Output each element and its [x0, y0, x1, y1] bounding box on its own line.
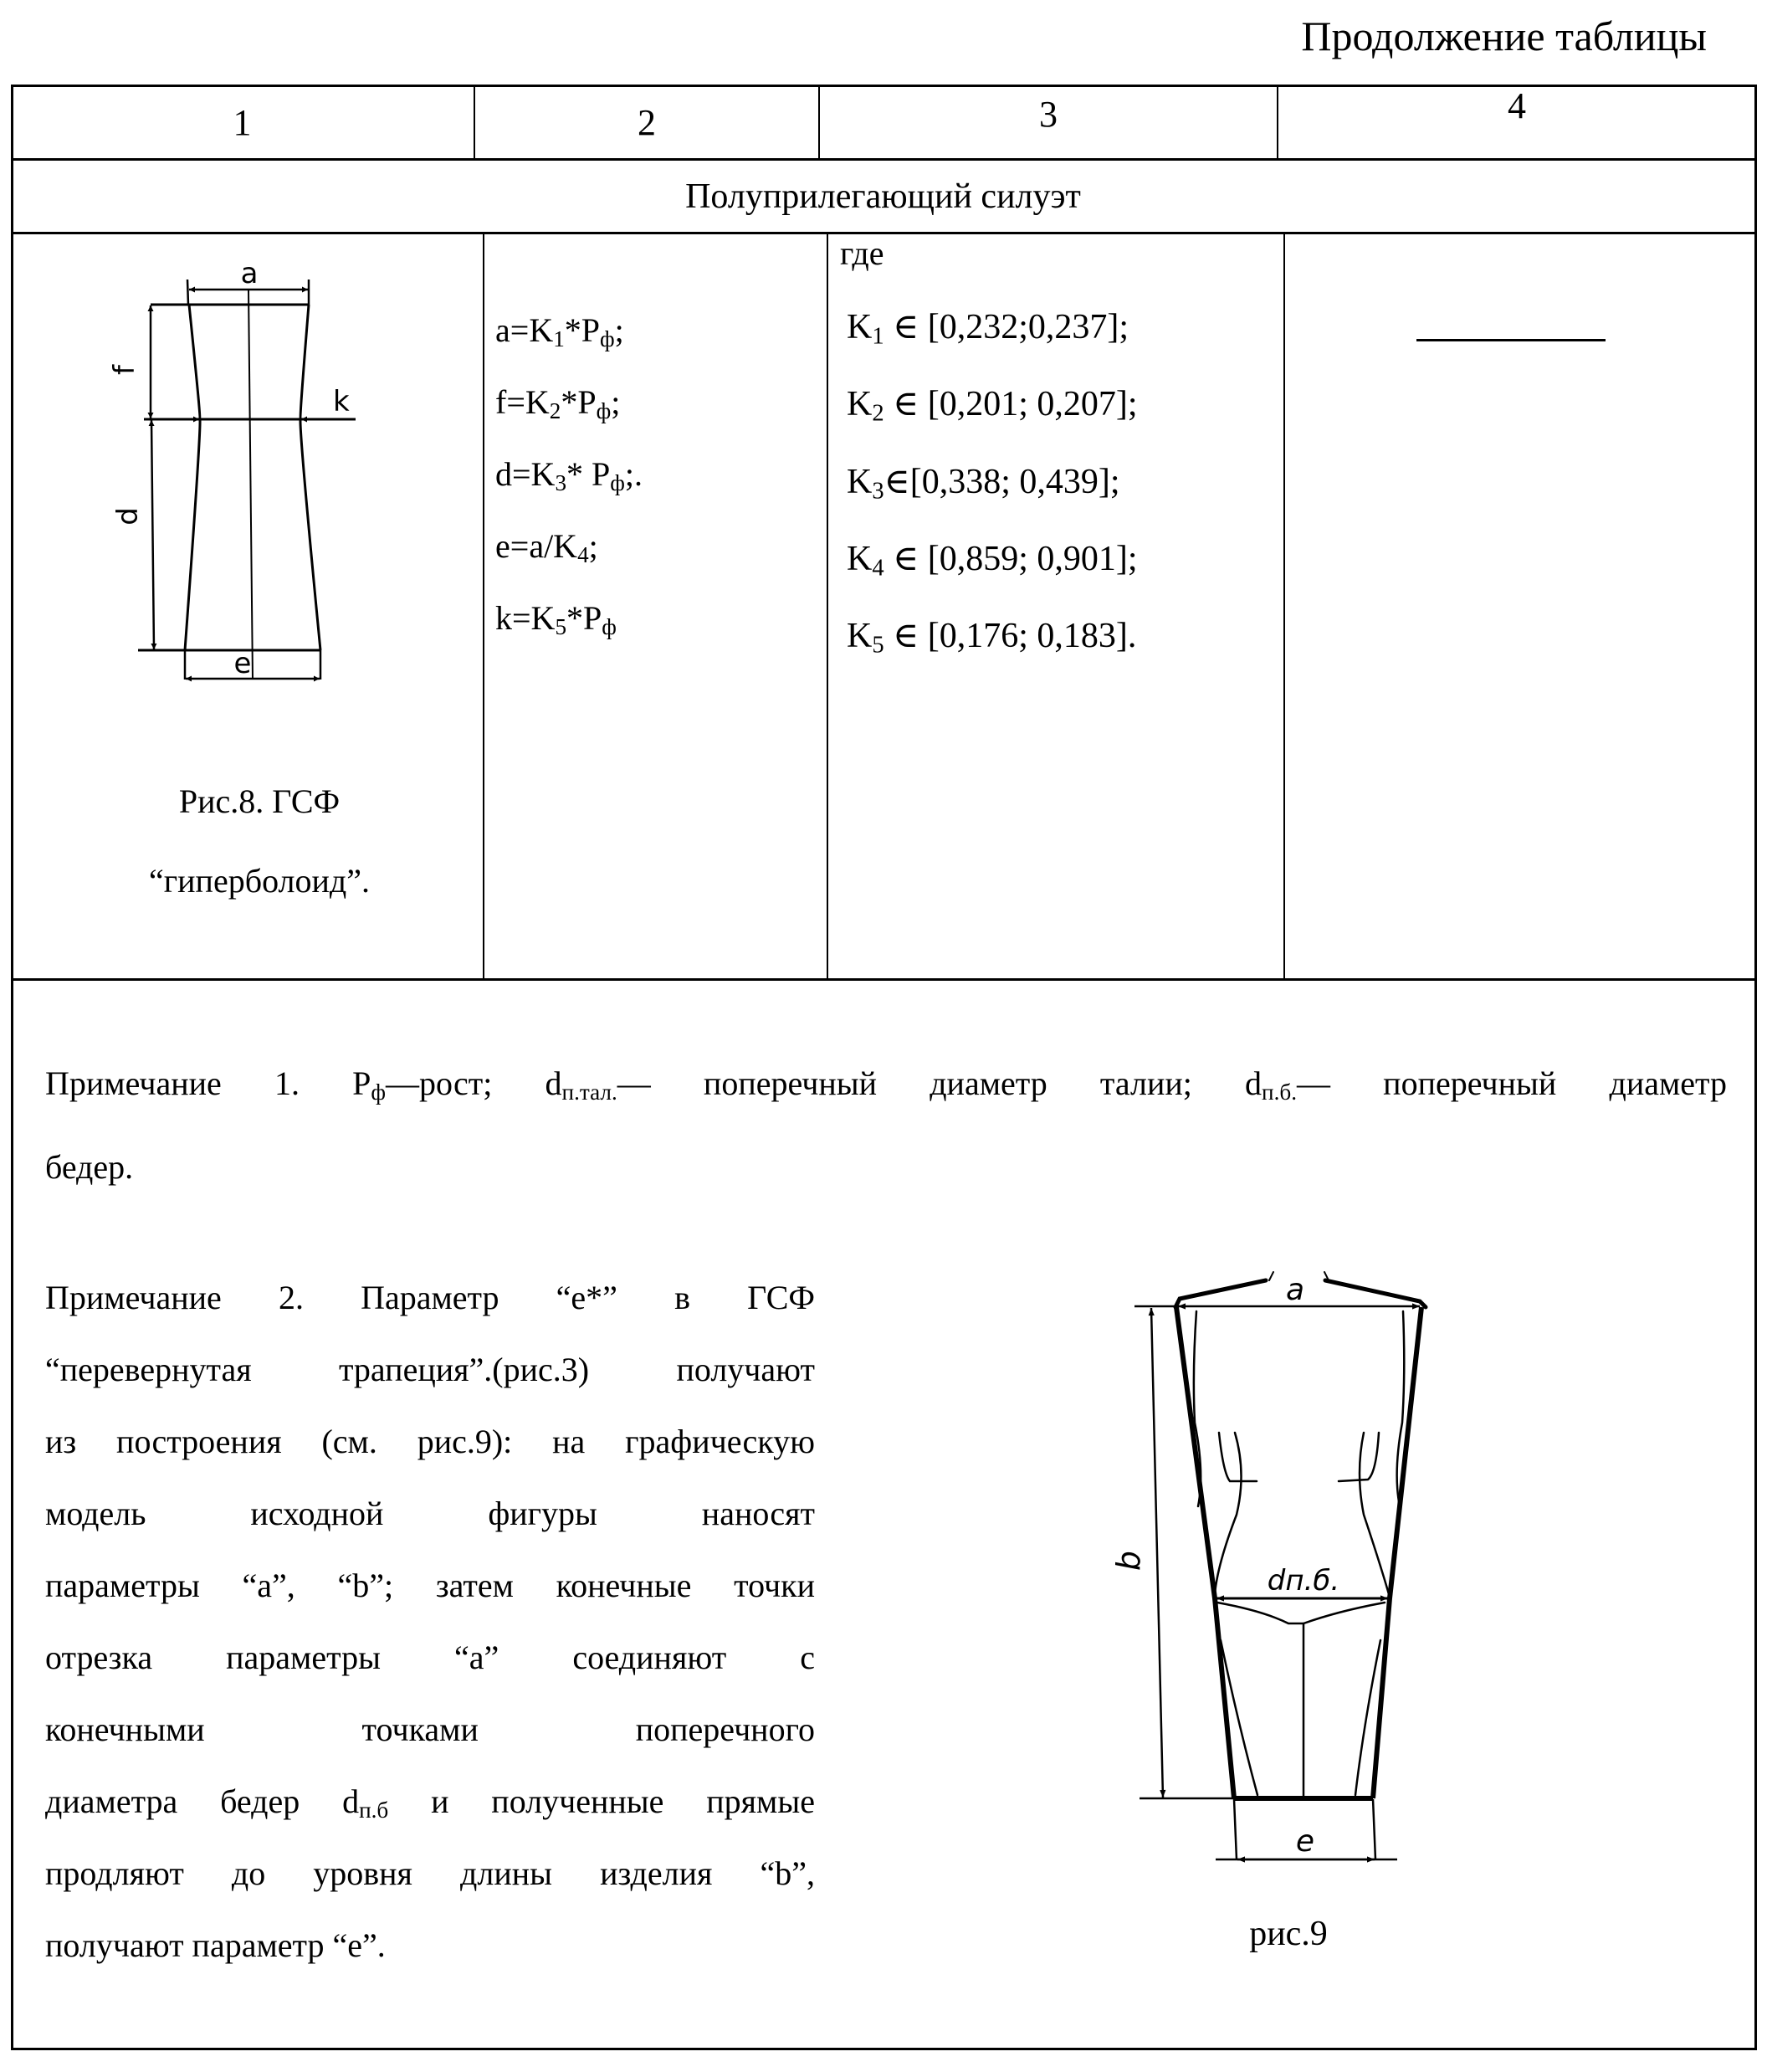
formula-k — [495, 600, 617, 637]
trapezoid-construction — [1176, 1307, 1421, 1798]
coef-name: K — [847, 385, 872, 423]
label-a: a — [241, 257, 259, 290]
col-divider-2 — [827, 233, 828, 980]
column-number-1: 1 — [11, 85, 474, 160]
formula-sub2: ф — [597, 398, 612, 423]
section-title: Полуприлегающий силуэт — [11, 160, 1755, 233]
label-hip-diameter: dп.б. — [1268, 1564, 1339, 1598]
note-2-line: получают параметр “e”. — [45, 1910, 815, 1982]
formula-sub2: ф — [602, 614, 617, 639]
formula-tail: ; — [615, 311, 624, 349]
center-axis — [248, 290, 253, 680]
where-label: где — [840, 234, 884, 273]
column-number-3: 3 — [820, 77, 1277, 151]
note-1-part2: — поперечный диаметр талии; d — [617, 1064, 1262, 1102]
note-1 — [45, 1042, 1727, 1209]
formula-tail: ; — [611, 383, 620, 421]
note-1-part3: — поперечный диаметр — [1297, 1064, 1727, 1102]
figure-8-caption-line1: Рис.8. ГСФ — [50, 782, 469, 821]
coefficient-k2 — [847, 385, 1138, 423]
formula-sub: 1 — [553, 326, 565, 351]
coefficient-k4 — [847, 540, 1138, 578]
formula-mid: *P — [561, 383, 596, 421]
note-2-text: и полученные прямые — [388, 1782, 815, 1820]
formula-tail: ;. — [625, 455, 643, 493]
formula-sub: 3 — [555, 470, 566, 495]
formula-mid: * P — [566, 455, 610, 493]
note-1-p-sub: ф — [371, 1080, 386, 1105]
note-1-line-2: бедер. — [45, 1126, 1727, 1209]
coef-name: K — [847, 308, 872, 346]
label-d: d — [111, 507, 145, 526]
note-2-line: из построения (см. рис.9): на графическую — [45, 1406, 815, 1478]
note-1-part1: —рост; d — [386, 1064, 562, 1102]
note-2-sub: п.б — [359, 1798, 388, 1823]
label-k: k — [333, 385, 350, 418]
note-2-line: конечными точками поперечного — [45, 1694, 815, 1766]
label-b: b — [1110, 1551, 1147, 1571]
note-1-d1-sub: п.тал. — [562, 1080, 617, 1105]
column-number-2: 2 — [475, 85, 818, 160]
note-2-line: продляют до уровня длины изделия “b”, — [45, 1838, 815, 1910]
formula-mid: ; — [589, 527, 598, 565]
label-f: f — [108, 364, 141, 375]
coefficient-k1 — [847, 308, 1129, 346]
coef-index: 4 — [872, 555, 884, 581]
formula-mid: *P — [566, 599, 602, 637]
col-divider-3 — [1283, 233, 1285, 980]
note-2-line: отрезка параметры “a” соединяют с — [45, 1622, 815, 1694]
coef-index: 3 — [872, 478, 884, 504]
coef-index: 1 — [872, 323, 884, 349]
figure-9-construction — [1088, 1239, 1472, 1908]
coefficient-k5 — [847, 617, 1136, 655]
coef-range: ∈ [0,859; 0,901]; — [893, 540, 1137, 578]
formula-mid: *P — [565, 311, 600, 349]
column-4-empty-dash — [1416, 339, 1606, 341]
formula-lhs: k=K — [495, 599, 555, 637]
note-1-line-1 — [45, 1042, 1727, 1126]
figure-8-caption-line2: “гиперболоид”. — [50, 862, 469, 900]
formula-sub2: ф — [600, 326, 615, 351]
coefficient-k3 — [847, 463, 1120, 501]
formula-sub: 2 — [550, 398, 561, 423]
formula-lhs: e=a/K — [495, 527, 577, 565]
table-border-bottom — [11, 2048, 1757, 2050]
label-e: e — [234, 647, 252, 680]
label-e: e — [1296, 1824, 1314, 1859]
formula-sub: 4 — [577, 542, 589, 567]
coef-index: 5 — [872, 632, 884, 658]
content-row-divider — [11, 978, 1757, 981]
note-2-line: параметры “a”, “b”; затем конечные точки — [45, 1550, 815, 1622]
formula-lhs: f=K — [495, 383, 550, 421]
note-2-line: “перевернутая трапеция”.(рис.3) получают — [45, 1334, 815, 1406]
dimension-d — [151, 420, 154, 649]
coef-name: K — [847, 617, 872, 655]
formula-lhs: a=K — [495, 311, 553, 349]
figure-9-caption: рис.9 — [1205, 1913, 1372, 1955]
formula-e — [495, 528, 598, 565]
note-1-d2-sub: п.б. — [1262, 1080, 1297, 1105]
note-2-line: модель исходной фигуры наносят — [45, 1478, 815, 1550]
formula-lhs: d=K — [495, 455, 555, 493]
figure-8-hyperboloid — [0, 0, 502, 753]
note-2 — [45, 1262, 815, 1982]
note-2-line: Примечание 2. Параметр “e*” в ГСФ — [45, 1262, 815, 1334]
formula-d — [495, 456, 643, 493]
coef-range: ∈ [0,176; 0,183]. — [893, 617, 1136, 655]
formula-sub: 5 — [555, 614, 566, 639]
coef-name: K — [847, 463, 872, 501]
coef-range: ∈ [0,232;0,237]; — [893, 308, 1129, 346]
coef-range: ∈ [0,201; 0,207]; — [893, 385, 1137, 423]
formula-sub2: ф — [610, 470, 625, 495]
note-2-line — [45, 1766, 815, 1838]
table-border-right — [1754, 85, 1757, 2050]
formula-a — [495, 312, 624, 349]
continuation-title: Продолжение таблицы — [1230, 7, 1707, 65]
coef-range: ∈[0,338; 0,439]; — [884, 463, 1120, 501]
coef-name: K — [847, 540, 872, 578]
formula-f — [495, 384, 620, 421]
hyperboloid-outline — [138, 305, 356, 650]
note-2-text: диаметра бедер d — [45, 1782, 359, 1820]
label-a: a — [1286, 1273, 1304, 1307]
note-1-prefix: Примечание 1. P — [45, 1064, 371, 1102]
coef-index: 2 — [872, 400, 884, 426]
column-number-4: 4 — [1278, 69, 1755, 143]
